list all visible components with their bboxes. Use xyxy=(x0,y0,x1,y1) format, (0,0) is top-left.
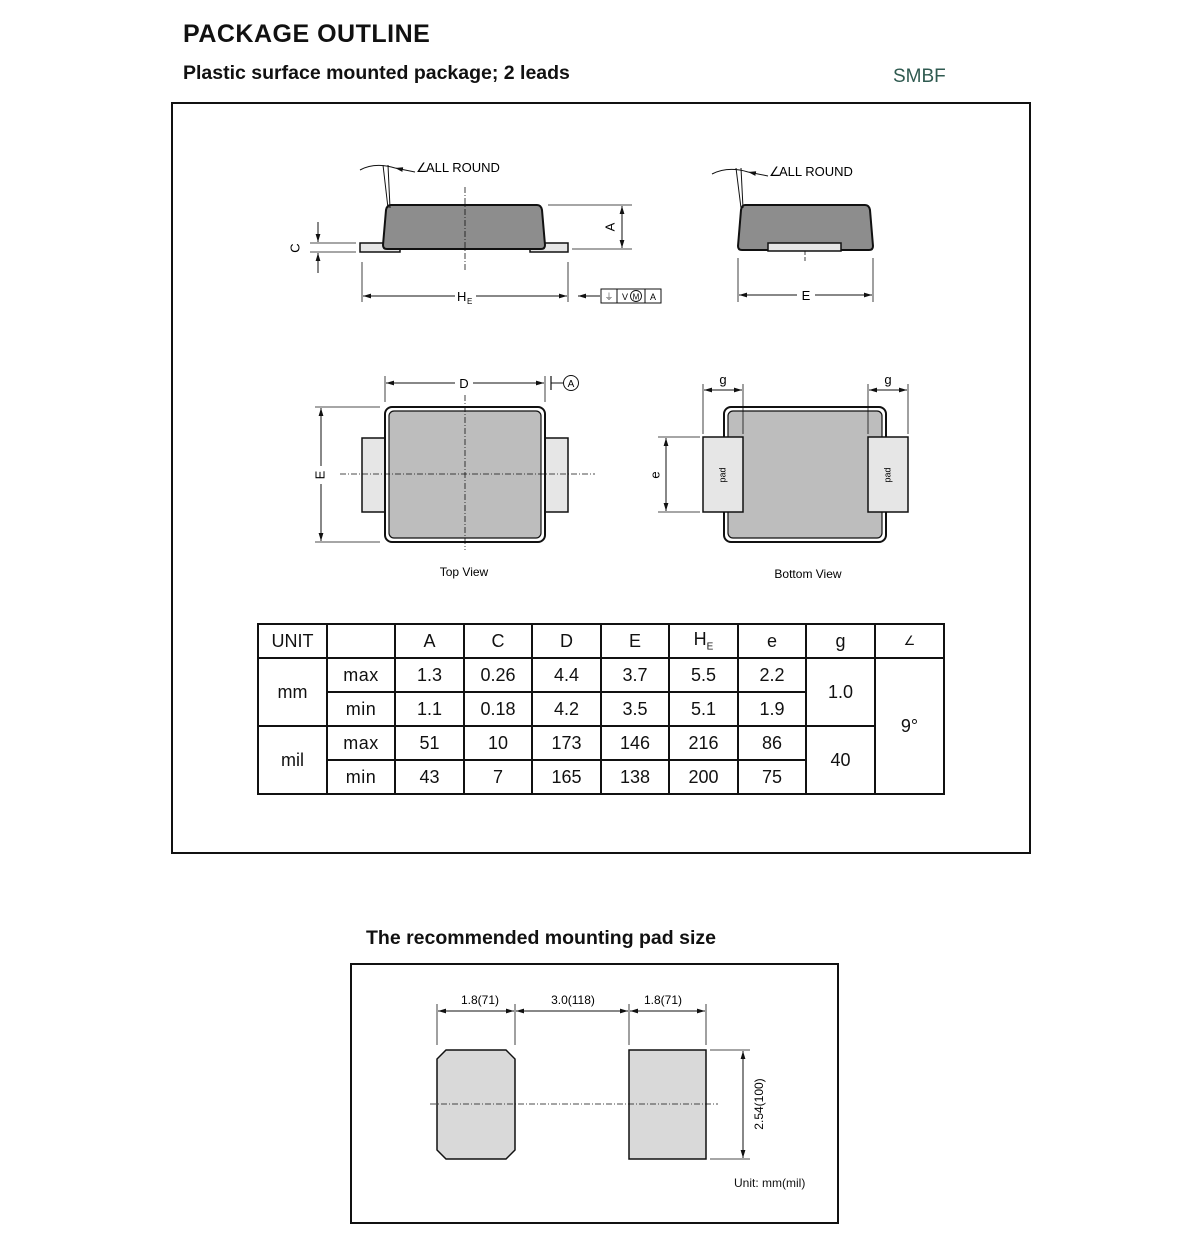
limit-cell: min xyxy=(327,760,395,794)
value-cell: 3.5 xyxy=(601,692,669,726)
top-view-label: Top View xyxy=(439,565,489,579)
angle-leader xyxy=(748,172,768,176)
header-unit: UNIT xyxy=(258,624,327,658)
value-cell: 1.1 xyxy=(395,692,464,726)
pad-label-right: pad xyxy=(882,467,893,483)
limit-cell: max xyxy=(327,658,395,692)
dim-A-label: A xyxy=(602,222,618,232)
dim-E-label: E xyxy=(312,470,328,480)
dim-pad-height-label: 2.54(100) xyxy=(752,1078,767,1130)
side-body xyxy=(383,205,545,249)
header-angle: ∠ xyxy=(875,624,944,658)
all-round-angle-symbol: ∠ xyxy=(769,164,781,179)
mounting-pad-title: The recommended mounting pad size xyxy=(366,927,716,949)
header-HE-subscript: E xyxy=(706,641,714,653)
dim-HE-subscript: E xyxy=(467,297,473,306)
tolerance-symbol: ⏚ xyxy=(604,292,614,302)
angle-line xyxy=(388,165,390,208)
dim-e-label: e xyxy=(647,471,663,479)
value-cell: 146 xyxy=(601,726,669,760)
bottom-body xyxy=(728,411,882,538)
header-E: E xyxy=(601,624,669,658)
top-view xyxy=(312,376,595,580)
datum-label: A xyxy=(567,379,575,390)
all-round-label: ALL ROUND xyxy=(426,160,500,175)
dim-E-label: E xyxy=(801,288,811,303)
dim-D-label: D xyxy=(459,376,469,391)
value-cell: 4.4 xyxy=(532,658,601,692)
value-cell: 0.18 xyxy=(464,692,532,726)
bottom-view xyxy=(647,372,908,581)
dimension-table xyxy=(257,623,945,795)
header-e: e xyxy=(738,624,806,658)
value-cell: 5.5 xyxy=(669,658,738,692)
header-C: C xyxy=(464,624,532,658)
end-lead xyxy=(768,243,841,251)
value-cell: 10 xyxy=(464,726,532,760)
unit-note: Unit: mm(mil) xyxy=(734,1176,806,1190)
value-cell: 138 xyxy=(601,760,669,794)
tolerance-modifier: M xyxy=(632,292,640,302)
angle-cell: 9° xyxy=(875,658,944,794)
value-cell: 3.7 xyxy=(601,658,669,692)
dim-g-label: g xyxy=(884,372,892,387)
value-cell: 173 xyxy=(532,726,601,760)
value-cell: 51 xyxy=(395,726,464,760)
dim-pad-left-label: 1.8(71) xyxy=(460,993,500,1007)
header-A: A xyxy=(395,624,464,658)
dim-pad-gap-label: 3.0(118) xyxy=(551,993,595,1007)
value-cell: 0.26 xyxy=(464,658,532,692)
value-cell: 1.9 xyxy=(738,692,806,726)
side-view-right xyxy=(712,164,873,303)
g-mil-cell: 40 xyxy=(806,726,875,794)
value-cell: 200 xyxy=(669,760,738,794)
value-cell: 7 xyxy=(464,760,532,794)
header-D: D xyxy=(532,624,601,658)
angle-arc xyxy=(360,165,395,170)
package-code: SMBF xyxy=(893,66,946,87)
header-HE-main: H xyxy=(693,629,707,650)
pad-label-left: pad xyxy=(717,467,728,483)
value-cell: 75 xyxy=(738,760,806,794)
bottom-view-label: Bottom View xyxy=(774,567,842,581)
angle-arc xyxy=(712,169,748,174)
tolerance-datum: A xyxy=(649,292,657,302)
table-row xyxy=(258,658,944,692)
angle-line xyxy=(736,168,741,208)
value-cell: 86 xyxy=(738,726,806,760)
page-subtitle: Plastic surface mounted package; 2 leads xyxy=(183,62,570,84)
value-cell: 165 xyxy=(532,760,601,794)
limit-cell: min xyxy=(327,692,395,726)
value-cell: 2.2 xyxy=(738,658,806,692)
all-round-angle-symbol: ∠ xyxy=(416,160,428,175)
all-round-label: ALL ROUND xyxy=(779,164,853,179)
header-blank xyxy=(327,624,395,658)
value-cell: 5.1 xyxy=(669,692,738,726)
dim-HE-label: H xyxy=(457,289,467,304)
side-view-left xyxy=(287,160,661,306)
table-row xyxy=(258,726,944,760)
table-header-row xyxy=(258,624,944,658)
dim-g-label: g xyxy=(719,372,727,387)
value-cell: 216 xyxy=(669,726,738,760)
value-cell: 43 xyxy=(395,760,464,794)
limit-cell: max xyxy=(327,726,395,760)
dim-C-label: C xyxy=(287,243,303,253)
value-cell: 1.3 xyxy=(395,658,464,692)
tolerance-value: V xyxy=(621,292,629,302)
dim-pad-right-label: 1.8(71) xyxy=(643,993,683,1007)
header-HE xyxy=(669,624,738,658)
header-g: g xyxy=(806,624,875,658)
g-mm-cell: 1.0 xyxy=(806,658,875,726)
angle-line xyxy=(383,165,388,208)
unit-mm: mm xyxy=(258,658,327,726)
page-title: PACKAGE OUTLINE xyxy=(183,20,431,48)
angle-line xyxy=(741,168,743,208)
value-cell: 4.2 xyxy=(532,692,601,726)
angle-leader xyxy=(395,168,415,172)
unit-mil: mil xyxy=(258,726,327,794)
